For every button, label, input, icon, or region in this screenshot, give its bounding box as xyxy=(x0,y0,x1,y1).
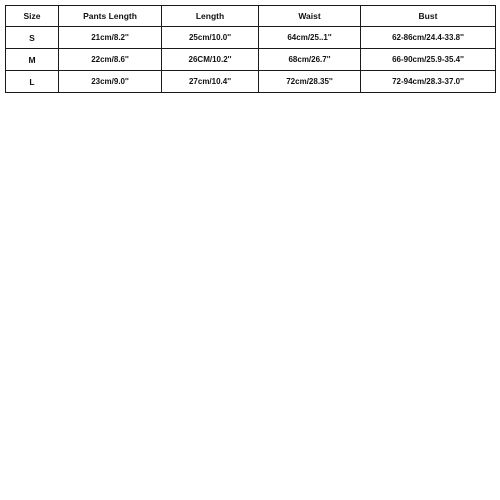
size-cell: M xyxy=(6,49,59,71)
header-waist: Waist xyxy=(259,6,361,27)
waist-cell: 68cm/26.7'' xyxy=(259,49,361,71)
bust-cell: 62-86cm/24.4-33.8'' xyxy=(361,27,496,49)
waist-cell: 64cm/25..1'' xyxy=(259,27,361,49)
size-cell: L xyxy=(6,71,59,93)
waist-cell: 72cm/28.35'' xyxy=(259,71,361,93)
length-cell: 27cm/10.4'' xyxy=(162,71,259,93)
header-row xyxy=(6,6,496,27)
bust-cell: 66-90cm/25.9-35.4'' xyxy=(361,49,496,71)
table-row xyxy=(6,71,496,93)
size-cell: S xyxy=(6,27,59,49)
table-row xyxy=(6,49,496,71)
pants-length-cell: 21cm/8.2'' xyxy=(59,27,162,49)
bust-cell: 72-94cm/28.3-37.0'' xyxy=(361,71,496,93)
pants-length-cell: 23cm/9.0'' xyxy=(59,71,162,93)
table-row xyxy=(6,27,496,49)
size-chart-table xyxy=(5,5,496,93)
length-cell: 25cm/10.0'' xyxy=(162,27,259,49)
pants-length-cell: 22cm/8.6'' xyxy=(59,49,162,71)
header-length: Length xyxy=(162,6,259,27)
header-size: Size xyxy=(6,6,59,27)
header-bust: Bust xyxy=(361,6,496,27)
header-pants-length: Pants Length xyxy=(59,6,162,27)
length-cell: 26CM/10.2'' xyxy=(162,49,259,71)
